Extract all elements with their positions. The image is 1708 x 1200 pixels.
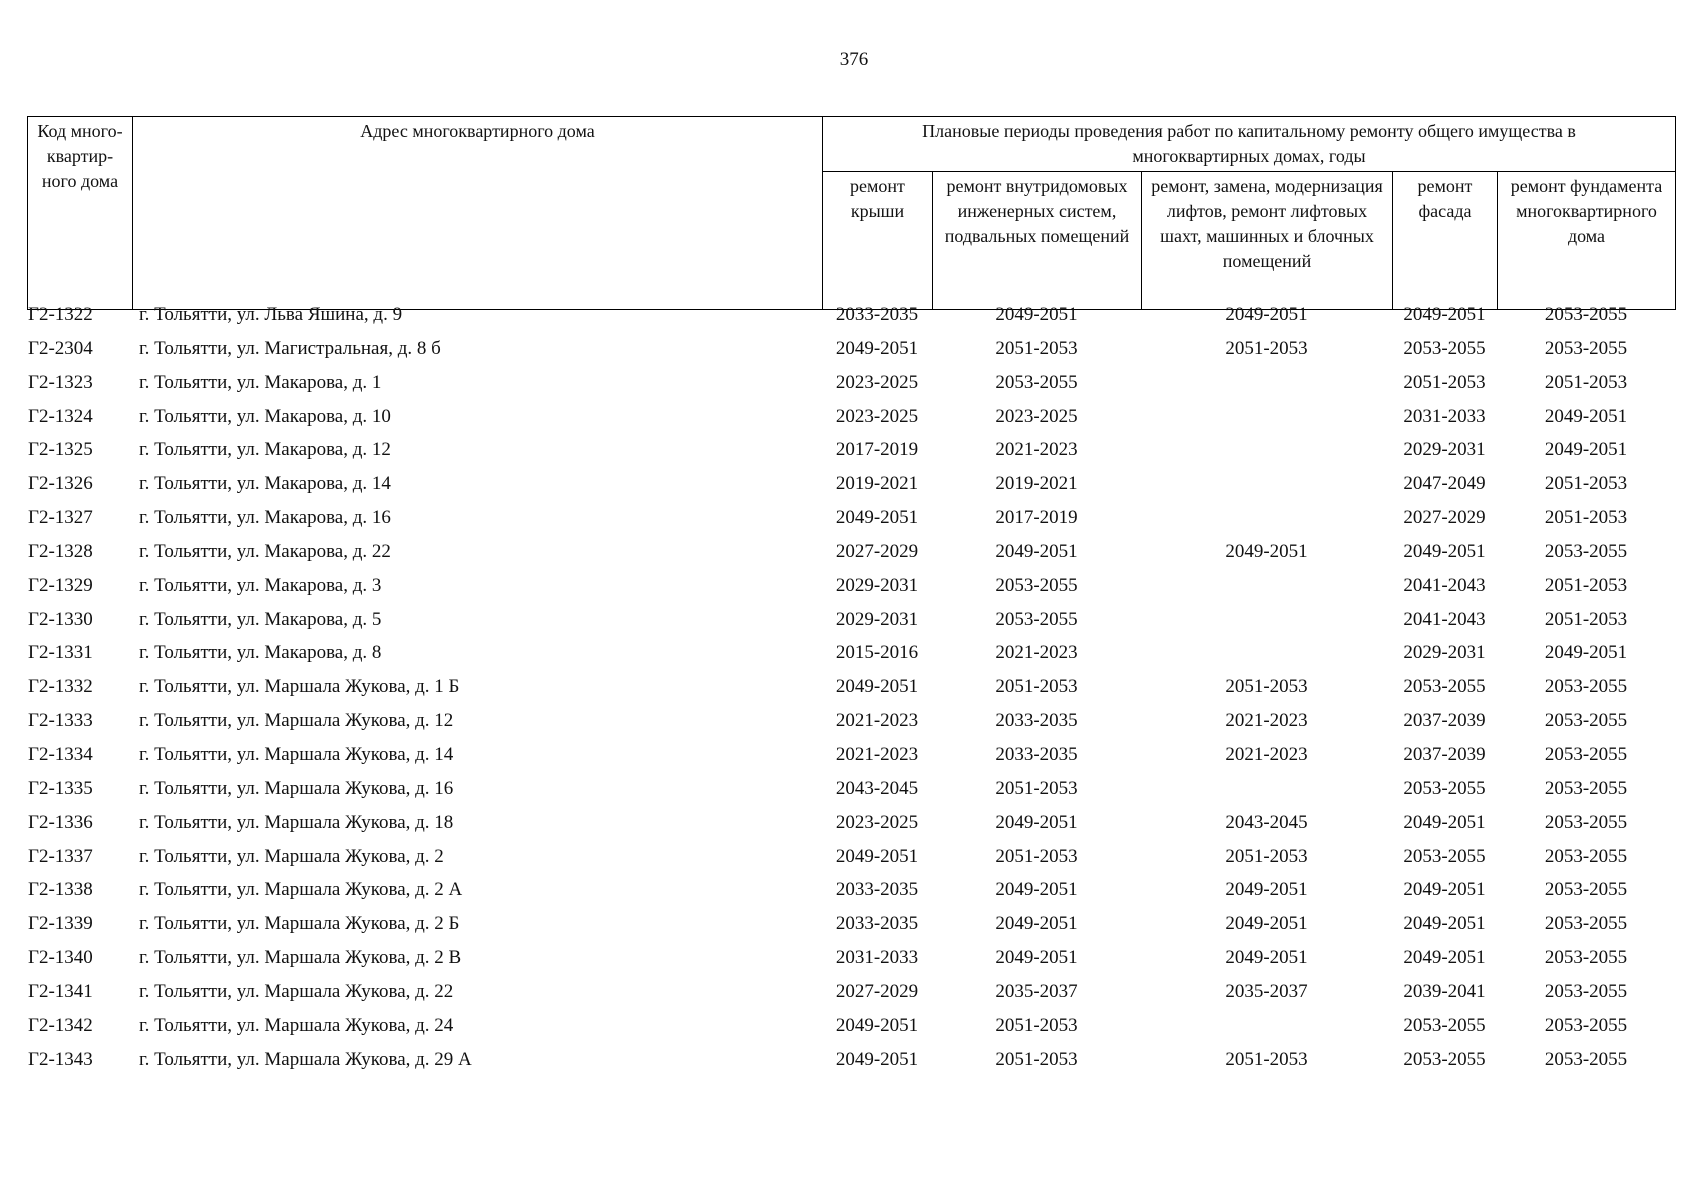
cell-code: Г2-1330 xyxy=(28,608,93,630)
cell-elevators: 2021-2023 xyxy=(1225,743,1308,765)
cell-elevators: 2051-2053 xyxy=(1225,676,1308,698)
cell-roof: 2049-2051 xyxy=(835,845,919,867)
cell-facade: 2029-2031 xyxy=(1403,439,1486,461)
cell-address: г. Тольятти, ул. Льва Яшина, д. 9 xyxy=(139,304,403,325)
cell-roof: 2015-2016 xyxy=(835,642,919,664)
header-code: Код много-квартир-ного дома xyxy=(28,117,133,310)
cell-code: Г2-1322 xyxy=(28,304,93,325)
table-header xyxy=(27,116,1676,310)
table-row xyxy=(27,943,1675,977)
cell-elevators: 2051-2053 xyxy=(1225,1048,1308,1070)
cell-engineering: 2053-2055 xyxy=(995,574,1078,596)
cell-engineering: 2023-2025 xyxy=(995,405,1078,427)
cell-facade: 2041-2043 xyxy=(1403,608,1486,630)
table-row xyxy=(27,875,1675,909)
cell-elevators xyxy=(1141,638,1392,672)
cell-facade: 2039-2041 xyxy=(1403,980,1486,1002)
table-row xyxy=(27,334,1675,368)
cell-foundation: 2053-2055 xyxy=(1544,1048,1628,1070)
table-row xyxy=(27,672,1675,706)
cell-roof: 2049-2051 xyxy=(835,337,919,359)
cell-foundation: 2049-2051 xyxy=(1544,439,1628,461)
cell-engineering: 2051-2053 xyxy=(995,845,1078,867)
cell-engineering: 2049-2051 xyxy=(995,879,1078,901)
cell-code: Г2-1338 xyxy=(28,879,93,901)
header-foundation: ремонт фундамента многоквартирного дома xyxy=(1498,172,1676,310)
cell-foundation: 2053-2055 xyxy=(1544,337,1628,359)
header-periods-group: Плановые периоды проведения работ по капитальному ремонту общего имущества в многоквартирных домах, годы xyxy=(823,117,1676,172)
cell-engineering: 2019-2021 xyxy=(995,473,1078,495)
cell-engineering: 2049-2051 xyxy=(995,913,1078,935)
cell-roof: 2033-2035 xyxy=(835,304,919,325)
cell-address: г. Тольятти, ул. Маршала Жукова, д. 29 А xyxy=(139,1048,472,1070)
cell-engineering: 2021-2023 xyxy=(995,439,1078,461)
cell-facade: 2049-2051 xyxy=(1403,304,1486,325)
cell-code: Г2-1336 xyxy=(28,811,93,833)
cell-address: г. Тольятти, ул. Маршала Жукова, д. 16 xyxy=(139,777,454,799)
cell-facade: 2053-2055 xyxy=(1403,676,1486,698)
cell-elevators xyxy=(1141,469,1392,503)
header-engineering: ремонт внутридомовых инженерных систем, подвальных помещений xyxy=(933,172,1142,310)
cell-roof: 2023-2025 xyxy=(835,811,919,833)
cell-foundation: 2053-2055 xyxy=(1544,676,1628,698)
cell-roof: 2031-2033 xyxy=(835,947,919,969)
cell-facade: 2049-2051 xyxy=(1403,947,1486,969)
cell-elevators xyxy=(1141,571,1392,605)
cell-elevators xyxy=(1141,402,1392,436)
cell-facade: 2053-2055 xyxy=(1403,1048,1486,1070)
header-roof: ремонт крыши xyxy=(823,172,933,310)
cell-engineering: 2049-2051 xyxy=(995,947,1078,969)
table-row xyxy=(27,1011,1675,1045)
cell-address: г. Тольятти, ул. Макарова, д. 16 xyxy=(139,507,391,529)
cell-engineering: 2049-2051 xyxy=(995,540,1078,562)
cell-roof: 2023-2025 xyxy=(835,405,919,427)
cell-elevators xyxy=(1141,605,1392,639)
cell-roof: 2033-2035 xyxy=(835,879,919,901)
header-address: Адрес многоквартирного дома xyxy=(133,117,823,310)
cell-facade: 2031-2033 xyxy=(1403,405,1486,427)
cell-code: Г2-1331 xyxy=(28,642,93,664)
cell-roof: 2019-2021 xyxy=(835,473,919,495)
cell-code: Г2-1343 xyxy=(28,1048,93,1070)
cell-facade: 2037-2039 xyxy=(1403,710,1486,732)
cell-facade: 2049-2051 xyxy=(1403,540,1486,562)
cell-code: Г2-1340 xyxy=(28,947,93,969)
cell-facade: 2049-2051 xyxy=(1403,811,1486,833)
cell-roof: 2049-2051 xyxy=(835,1048,919,1070)
cell-foundation: 2051-2053 xyxy=(1544,507,1628,529)
cell-code: Г2-1328 xyxy=(28,540,93,562)
cell-roof: 2049-2051 xyxy=(835,1014,919,1036)
cell-elevators: 2049-2051 xyxy=(1225,913,1308,935)
cell-facade: 2049-2051 xyxy=(1403,879,1486,901)
cell-engineering: 2049-2051 xyxy=(995,811,1078,833)
cell-code: Г2-1325 xyxy=(28,439,93,461)
cell-engineering: 2053-2055 xyxy=(995,371,1078,393)
cell-facade: 2049-2051 xyxy=(1403,913,1486,935)
cell-elevators: 2049-2051 xyxy=(1225,947,1308,969)
cell-code: Г2-1339 xyxy=(28,913,93,935)
cell-code: Г2-1329 xyxy=(28,574,93,596)
cell-address: г. Тольятти, ул. Макарова, д. 3 xyxy=(139,574,382,596)
cell-roof: 2027-2029 xyxy=(835,540,919,562)
cell-address: г. Тольятти, ул. Макарова, д. 10 xyxy=(139,405,391,427)
cell-roof: 2029-2031 xyxy=(835,574,919,596)
cell-address: г. Тольятти, ул. Маршала Жукова, д. 1 Б xyxy=(139,676,460,698)
cell-address: г. Тольятти, ул. Макарова, д. 1 xyxy=(139,371,382,393)
cell-facade: 2047-2049 xyxy=(1403,473,1486,495)
cell-engineering: 2033-2035 xyxy=(995,743,1078,765)
table-row xyxy=(27,300,1675,334)
cell-facade: 2029-2031 xyxy=(1403,642,1486,664)
cell-address: г. Тольятти, ул. Маршала Жукова, д. 24 xyxy=(139,1014,454,1036)
cell-foundation: 2049-2051 xyxy=(1544,405,1628,427)
cell-address: г. Тольятти, ул. Маршала Жукова, д. 22 xyxy=(139,980,454,1002)
cell-address: г. Тольятти, ул. Макарова, д. 12 xyxy=(139,439,391,461)
cell-code: Г2-1333 xyxy=(28,710,93,732)
cell-code: Г2-1341 xyxy=(28,980,93,1002)
cell-foundation: 2053-2055 xyxy=(1544,304,1628,325)
cell-foundation: 2053-2055 xyxy=(1544,540,1628,562)
cell-code: Г2-1323 xyxy=(28,371,93,393)
cell-foundation: 2053-2055 xyxy=(1544,947,1628,969)
table-row xyxy=(27,909,1675,943)
cell-facade: 2041-2043 xyxy=(1403,574,1486,596)
table-row xyxy=(27,368,1675,402)
table-row xyxy=(27,706,1675,740)
cell-foundation: 2051-2053 xyxy=(1544,473,1628,495)
cell-roof: 2043-2045 xyxy=(835,777,919,799)
cell-address: г. Тольятти, ул. Маршала Жукова, д. 18 xyxy=(139,811,454,833)
table-row xyxy=(27,435,1675,469)
cell-foundation: 2053-2055 xyxy=(1544,710,1628,732)
cell-elevators: 2051-2053 xyxy=(1225,337,1308,359)
cell-engineering: 2051-2053 xyxy=(995,337,1078,359)
cell-roof: 2033-2035 xyxy=(835,913,919,935)
cell-foundation: 2049-2051 xyxy=(1544,642,1628,664)
cell-roof: 2017-2019 xyxy=(835,439,919,461)
cell-address: г. Тольятти, ул. Макарова, д. 22 xyxy=(139,540,391,562)
cell-address: г. Тольятти, ул. Макарова, д. 5 xyxy=(139,608,382,630)
cell-address: г. Тольятти, ул. Маршала Жукова, д. 2 А xyxy=(139,879,463,901)
header-facade: ремонт фасада xyxy=(1393,172,1498,310)
header-elevators: ремонт, замена, модернизация лифтов, ремонт лифтовых шахт, машинных и блочных помещений xyxy=(1142,172,1393,310)
cell-elevators: 2049-2051 xyxy=(1225,304,1308,325)
cell-engineering: 2021-2023 xyxy=(995,642,1078,664)
table-row xyxy=(27,571,1675,605)
cell-engineering: 2017-2019 xyxy=(995,507,1078,529)
cell-engineering: 2051-2053 xyxy=(995,1048,1078,1070)
table-row xyxy=(27,1045,1675,1079)
cell-facade: 2053-2055 xyxy=(1403,845,1486,867)
cell-facade: 2027-2029 xyxy=(1403,507,1486,529)
cell-address: г. Тольятти, ул. Макарова, д. 8 xyxy=(139,642,382,664)
cell-address: г. Тольятти, ул. Маршала Жукова, д. 2 В xyxy=(139,947,462,969)
table-row xyxy=(27,537,1675,571)
cell-code: Г2-1335 xyxy=(28,777,93,799)
cell-engineering: 2049-2051 xyxy=(995,304,1078,325)
cell-code: Г2-1327 xyxy=(28,507,93,529)
cell-engineering: 2051-2053 xyxy=(995,777,1078,799)
cell-code: Г2-1326 xyxy=(28,473,93,495)
table-row xyxy=(27,774,1675,808)
cell-address: г. Тольятти, ул. Маршала Жукова, д. 2 Б xyxy=(139,913,460,935)
cell-address: г. Тольятти, ул. Макарова, д. 14 xyxy=(139,473,391,495)
table-row xyxy=(27,605,1675,639)
cell-engineering: 2051-2053 xyxy=(995,1014,1078,1036)
cell-address: г. Тольятти, ул. Маршала Жукова, д. 2 xyxy=(139,845,444,867)
cell-elevators xyxy=(1141,435,1392,469)
cell-address: г. Тольятти, ул. Магистральная, д. 8 б xyxy=(139,337,441,359)
table-row xyxy=(27,740,1675,774)
cell-facade: 2053-2055 xyxy=(1403,777,1486,799)
cell-code: Г2-1324 xyxy=(28,405,93,427)
table-body xyxy=(27,300,1675,1078)
table-row xyxy=(27,402,1675,436)
cell-foundation: 2053-2055 xyxy=(1544,845,1628,867)
cell-foundation: 2053-2055 xyxy=(1544,913,1628,935)
cell-engineering: 2033-2035 xyxy=(995,710,1078,732)
cell-foundation: 2053-2055 xyxy=(1544,777,1628,799)
cell-foundation: 2053-2055 xyxy=(1544,811,1628,833)
cell-foundation: 2051-2053 xyxy=(1544,608,1628,630)
cell-elevators: 2043-2045 xyxy=(1225,811,1308,833)
cell-elevators: 2049-2051 xyxy=(1225,879,1308,901)
cell-roof: 2021-2023 xyxy=(835,710,919,732)
cell-elevators: 2035-2037 xyxy=(1225,980,1308,1002)
cell-address: г. Тольятти, ул. Маршала Жукова, д. 12 xyxy=(139,710,454,732)
cell-code: Г2-1337 xyxy=(28,845,93,867)
cell-code: Г2-1334 xyxy=(28,743,93,765)
cell-foundation: 2053-2055 xyxy=(1544,980,1628,1002)
cell-code: Г2-1342 xyxy=(28,1014,93,1036)
table-rows xyxy=(27,300,1675,1078)
cell-roof: 2027-2029 xyxy=(835,980,919,1002)
table-row xyxy=(27,638,1675,672)
cell-foundation: 2053-2055 xyxy=(1544,1014,1628,1036)
cell-elevators xyxy=(1141,1011,1392,1045)
cell-elevators xyxy=(1141,774,1392,808)
cell-roof: 2049-2051 xyxy=(835,676,919,698)
page-number: 376 xyxy=(839,49,869,70)
cell-facade: 2053-2055 xyxy=(1403,337,1486,359)
cell-facade: 2053-2055 xyxy=(1403,1014,1486,1036)
table-row xyxy=(27,977,1675,1011)
table-row xyxy=(27,469,1675,503)
cell-elevators: 2021-2023 xyxy=(1225,710,1308,732)
cell-roof: 2049-2051 xyxy=(835,507,919,529)
table-row xyxy=(27,808,1675,842)
cell-foundation: 2053-2055 xyxy=(1544,879,1628,901)
cell-foundation: 2051-2053 xyxy=(1544,574,1628,596)
cell-foundation: 2051-2053 xyxy=(1544,371,1628,393)
cell-code: Г2-1332 xyxy=(28,676,93,698)
cell-engineering: 2053-2055 xyxy=(995,608,1078,630)
table-row xyxy=(27,503,1675,537)
cell-code: Г2-2304 xyxy=(28,337,93,359)
cell-elevators: 2049-2051 xyxy=(1225,540,1308,562)
cell-facade: 2051-2053 xyxy=(1403,371,1486,393)
cell-elevators xyxy=(1141,368,1392,402)
cell-roof: 2023-2025 xyxy=(835,371,919,393)
cell-engineering: 2035-2037 xyxy=(995,980,1078,1002)
cell-facade: 2037-2039 xyxy=(1403,743,1486,765)
cell-elevators xyxy=(1141,503,1392,537)
cell-address: г. Тольятти, ул. Маршала Жукова, д. 14 xyxy=(139,743,454,765)
cell-foundation: 2053-2055 xyxy=(1544,743,1628,765)
cell-engineering: 2051-2053 xyxy=(995,676,1078,698)
cell-roof: 2029-2031 xyxy=(835,608,919,630)
cell-elevators: 2051-2053 xyxy=(1225,845,1308,867)
cell-roof: 2021-2023 xyxy=(835,743,919,765)
table-row xyxy=(27,842,1675,876)
